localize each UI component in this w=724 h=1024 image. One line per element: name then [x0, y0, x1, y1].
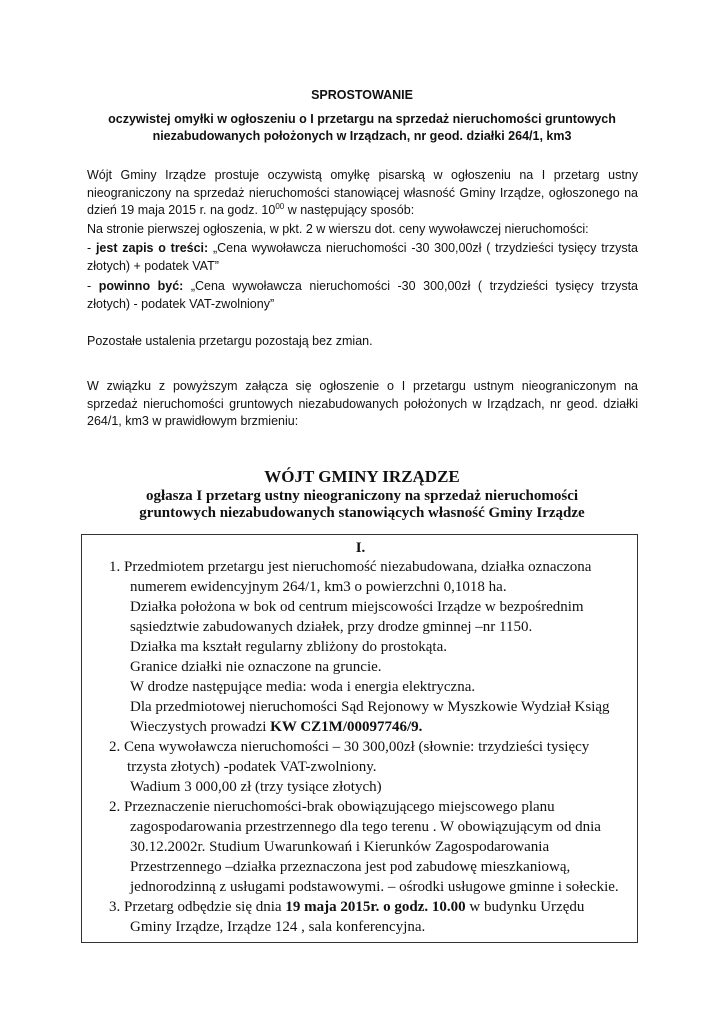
intro-text-end: w następujący sposób: [284, 203, 415, 217]
correction-should: - powinno być: „Cena wywoławcza nieruchomości -30 300,00zł ( trzydzieści tysięcy trzysta złotych) - podatek VAT-zwolniony” [87, 279, 638, 311]
attachment-note: W związku z powyższym załącza się ogłoszenie o I przetargu ustnym nieograniczonym na sprzedaż nieruchomości gruntowych niezabudowanych położonych w Irządzach, nr geod. działki 264/1, km3 w prawidłowym brzmieniu: [87, 379, 638, 428]
item-3-line-3: 30.12.2002r. Studium Uwarunkowań i Kierunków Zagospodarowania [130, 839, 550, 855]
announcement-subtitle-line-2: gruntowych niezabudowanych stanowiących własność Gminy Irządze [139, 505, 585, 521]
is-label: jest zapis o treści: [95, 241, 209, 255]
section-heading: I. [355, 540, 366, 556]
item-1-line-8: Dla przedmiotowej nieruchomości Sąd Rejonowy w Myszkowie Wydział Ksiąg [130, 699, 610, 715]
unchanged-note: Pozostałe ustalenia przetargu pozostają bez zmian. [87, 334, 373, 348]
item-3-line-5: jednorodzinną z usługami podstawowymi. – ośrodki usługowe gminne i sołeckie. [130, 879, 619, 895]
kw-intro: Wieczystych prowadzi [130, 719, 271, 735]
item-2-line-3: Wadium 3 000,00 zł (trzy tysiące złotych) [130, 779, 382, 795]
document-subtitle [0, 111, 724, 145]
should-text: „Cena wywoławcza nieruchomości -30 300,00zł ( trzydzieści tysięcy trzysta złotych) - podatek VAT-zwolniony” [87, 279, 638, 311]
item-1-line-4: sąsiedztwie zabudowanych działek, przy drodze gminnej –nr 1150. [130, 619, 533, 635]
item-1-line-1: 1. Przedmiotem przetargu jest nieruchomość niezabudowana, działka oznaczona [109, 559, 592, 575]
item-1-line-7: W drodze następujące media: woda i energia elektryczna. [130, 679, 476, 695]
item-1-line-5: Działka ma kształt regularny zbliżony do prostokąta. [130, 639, 447, 655]
item-2-line-1: 2. Cena wywoławcza nieruchomości – 30 300,00zł (słownie: trzydzieści tysięcy [109, 739, 590, 755]
correction-location: Na stronie pierwszej ogłoszenia, w pkt. 2 w wierszu dot. ceny wywoławczej nieruchomości: [87, 222, 589, 236]
item-3-line-4: Przestrzennego –działka przeznaczona jest pod zabudowę mieszkaniową, [130, 859, 571, 875]
announcement-subtitle [0, 488, 724, 522]
tender-date-intro: 3. Przetarg odbędzie się dnia [109, 899, 286, 915]
item-4-line-1 [109, 897, 584, 917]
document-title: SPROSTOWANIE [311, 88, 413, 102]
kw-number: KW CZ1M/00097746/9. [270, 719, 423, 735]
announcement-box [81, 534, 638, 943]
item-1-line-2: numerem ewidencyjnym 264/1, km3 o powierzchni 0,1018 ha. [130, 579, 507, 595]
tender-place: w budynku Urzędu [465, 899, 585, 915]
is-text: „Cena wywoławcza nieruchomości -30 300,00zł ( trzydzieści tysięcy trzysta złotych) + podatek VAT” [87, 241, 639, 273]
subtitle-line-2: niezabudowanych położonych w Irządzach, nr geod. działki 264/1, km3 [152, 129, 572, 143]
intro-superscript: 00 [275, 201, 285, 211]
item-3-line-2: zagospodarowania przestrzennego dla tego terenu . W obowiązującym od dnia [130, 819, 601, 835]
item-3-line-1: 2. Przeznaczenie nieruchomości-brak obowiązującego miejscowego planu [109, 799, 555, 815]
intro-text: Wójt Gminy Irządze prostuje oczywistą omyłkę pisarską w ogłoszeniu na I przetarg ustny nieograniczony na sprzedaż nieruchomości stanowiącej własność Gminy Irządze, ogłoszonego na dzień 19 maja 2015 r. na godz. 10 [87, 168, 638, 217]
subtitle-line-1: oczywistej omyłki w ogłoszeniu o I przetargu na sprzedaż nieruchomości gruntowych [108, 112, 616, 126]
correction-current: - jest zapis o treści: „Cena wywoławcza nieruchomości -30 300,00zł ( trzydzieści tysięcy trzysta złotych) + podatek VAT” [87, 241, 639, 273]
item-4-line-2: Gminy Irządze, Irządze 124 , sala konferencyjna. [130, 919, 426, 935]
item-1-line-6: Granice działki nie oznaczone na gruncie. [130, 659, 382, 675]
item-1-line-9 [130, 717, 422, 737]
announcement-subtitle-line-1: ogłasza I przetarg ustny nieograniczony na sprzedaż nieruchomości [145, 488, 579, 504]
announcement-title: WÓJT GMINY IRZĄDZE [264, 467, 460, 486]
item-2-line-2: trzysta złotych) -podatek VAT-zwolniony. [127, 759, 377, 775]
item-1-line-3: Działka położona w bok od centrum miejscowości Irządze w bezpośrednim [130, 599, 584, 615]
tender-date-time: 19 maja 2015r. o godz. 10.00 [285, 899, 466, 915]
should-label: powinno być: [98, 279, 184, 293]
correction-intro [87, 167, 638, 220]
